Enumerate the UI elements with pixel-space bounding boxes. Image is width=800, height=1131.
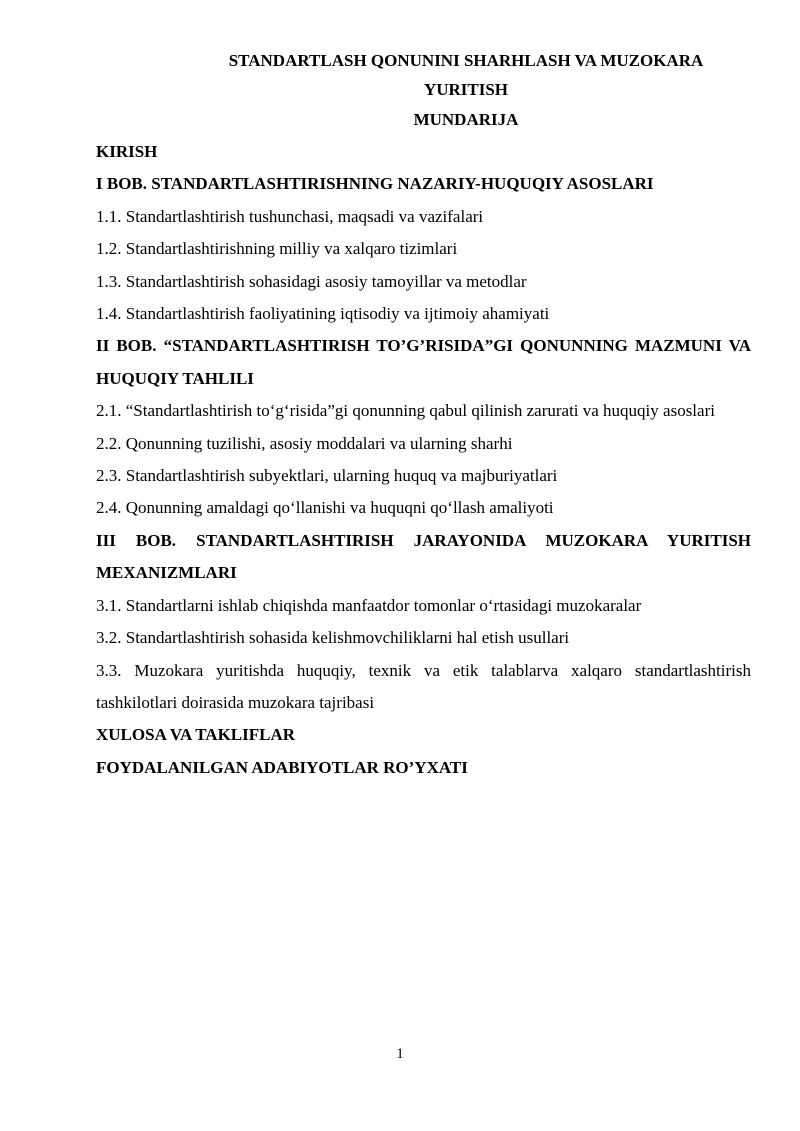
toc-entry-bibliography: FOYDALANILGAN ADABIYOTLAR RO’YXATI bbox=[96, 757, 468, 777]
toc-entry-3-1: 3.1. Standartlarni ishlab chiqishda manfaatdor tomonlar o‘rtasidagi muzokaralar bbox=[96, 595, 642, 615]
toc-entry-chapter-3: III BOB. STANDARTLASHTIRISH JARAYONIDA MUZOKARA YURITISH MEXANIZMLARI bbox=[96, 530, 751, 583]
toc-entry-2-3: 2.3. Standartlashtirish subyektlari, ularning huquq va majburiyatlari bbox=[96, 466, 558, 486]
toc-entry-2-4: 2.4. Qonunning amaldagi qo‘llanishi va huquqni qo‘llash amaliyoti bbox=[96, 498, 554, 518]
toc-entry-2-1: 2.1. “Standartlashtirish to‘g‘risida”gi qonunning qabul qilinish zarurati va huquqiy asoslari bbox=[96, 401, 715, 421]
toc-entry-2-2: 2.2. Qonunning tuzilishi, asosiy moddalari va ularning sharhi bbox=[96, 433, 513, 453]
toc-entry-1-3: 1.3. Standartlashtirish sohasidagi asosiy tamoyillar va metodlar bbox=[96, 271, 527, 291]
toc-entry-chapter-2: II BOB. “STANDARTLASHTIRISH TO’G’RISIDA”GI QONUNNING MAZMUNI VA HUQUQIY TAHLILI bbox=[96, 336, 751, 388]
title-line-2: YURITISH bbox=[423, 80, 509, 99]
toc-heading: MUNDARIJA bbox=[413, 110, 519, 129]
page-number: 1 bbox=[396, 1046, 404, 1062]
table-of-contents bbox=[96, 136, 751, 784]
toc-entry-1-1: 1.1. Standartlashtirish tushunchasi, maqsadi va vazifalari bbox=[96, 206, 484, 226]
toc-entry-3-2: 3.2. Standartlashtirish sohasida kelishmovchiliklarni hal etish usullari bbox=[96, 628, 570, 648]
toc-entry-3-3: 3.3. Muzokara yuritishda huquqiy, texnik va etik talablarva xalqaro standartlashtirish tashkilotlari doirasida muzokara tajribasi bbox=[96, 660, 751, 712]
toc-entry-chapter-1: I BOB. STANDARTLASHTIRISHNING NAZARIY-HUQUQIY ASOSLARI bbox=[96, 174, 654, 194]
document-page bbox=[96, 46, 751, 784]
title-line-1: STANDARTLASH QONUNINI SHARHLASH VA MUZOKARA bbox=[228, 51, 704, 70]
toc-entry-1-4: 1.4. Standartlashtirish faoliyatining iqtisodiy va ijtimoiy ahamiyati bbox=[96, 304, 550, 324]
toc-entry-1-2: 1.2. Standartlashtirishning milliy va xalqaro tizimlari bbox=[96, 239, 458, 259]
document-title bbox=[96, 46, 751, 104]
toc-entry-introduction: KIRISH bbox=[96, 142, 158, 161]
toc-entry-conclusion: XULOSA VA TAKLIFLAR bbox=[96, 725, 296, 745]
